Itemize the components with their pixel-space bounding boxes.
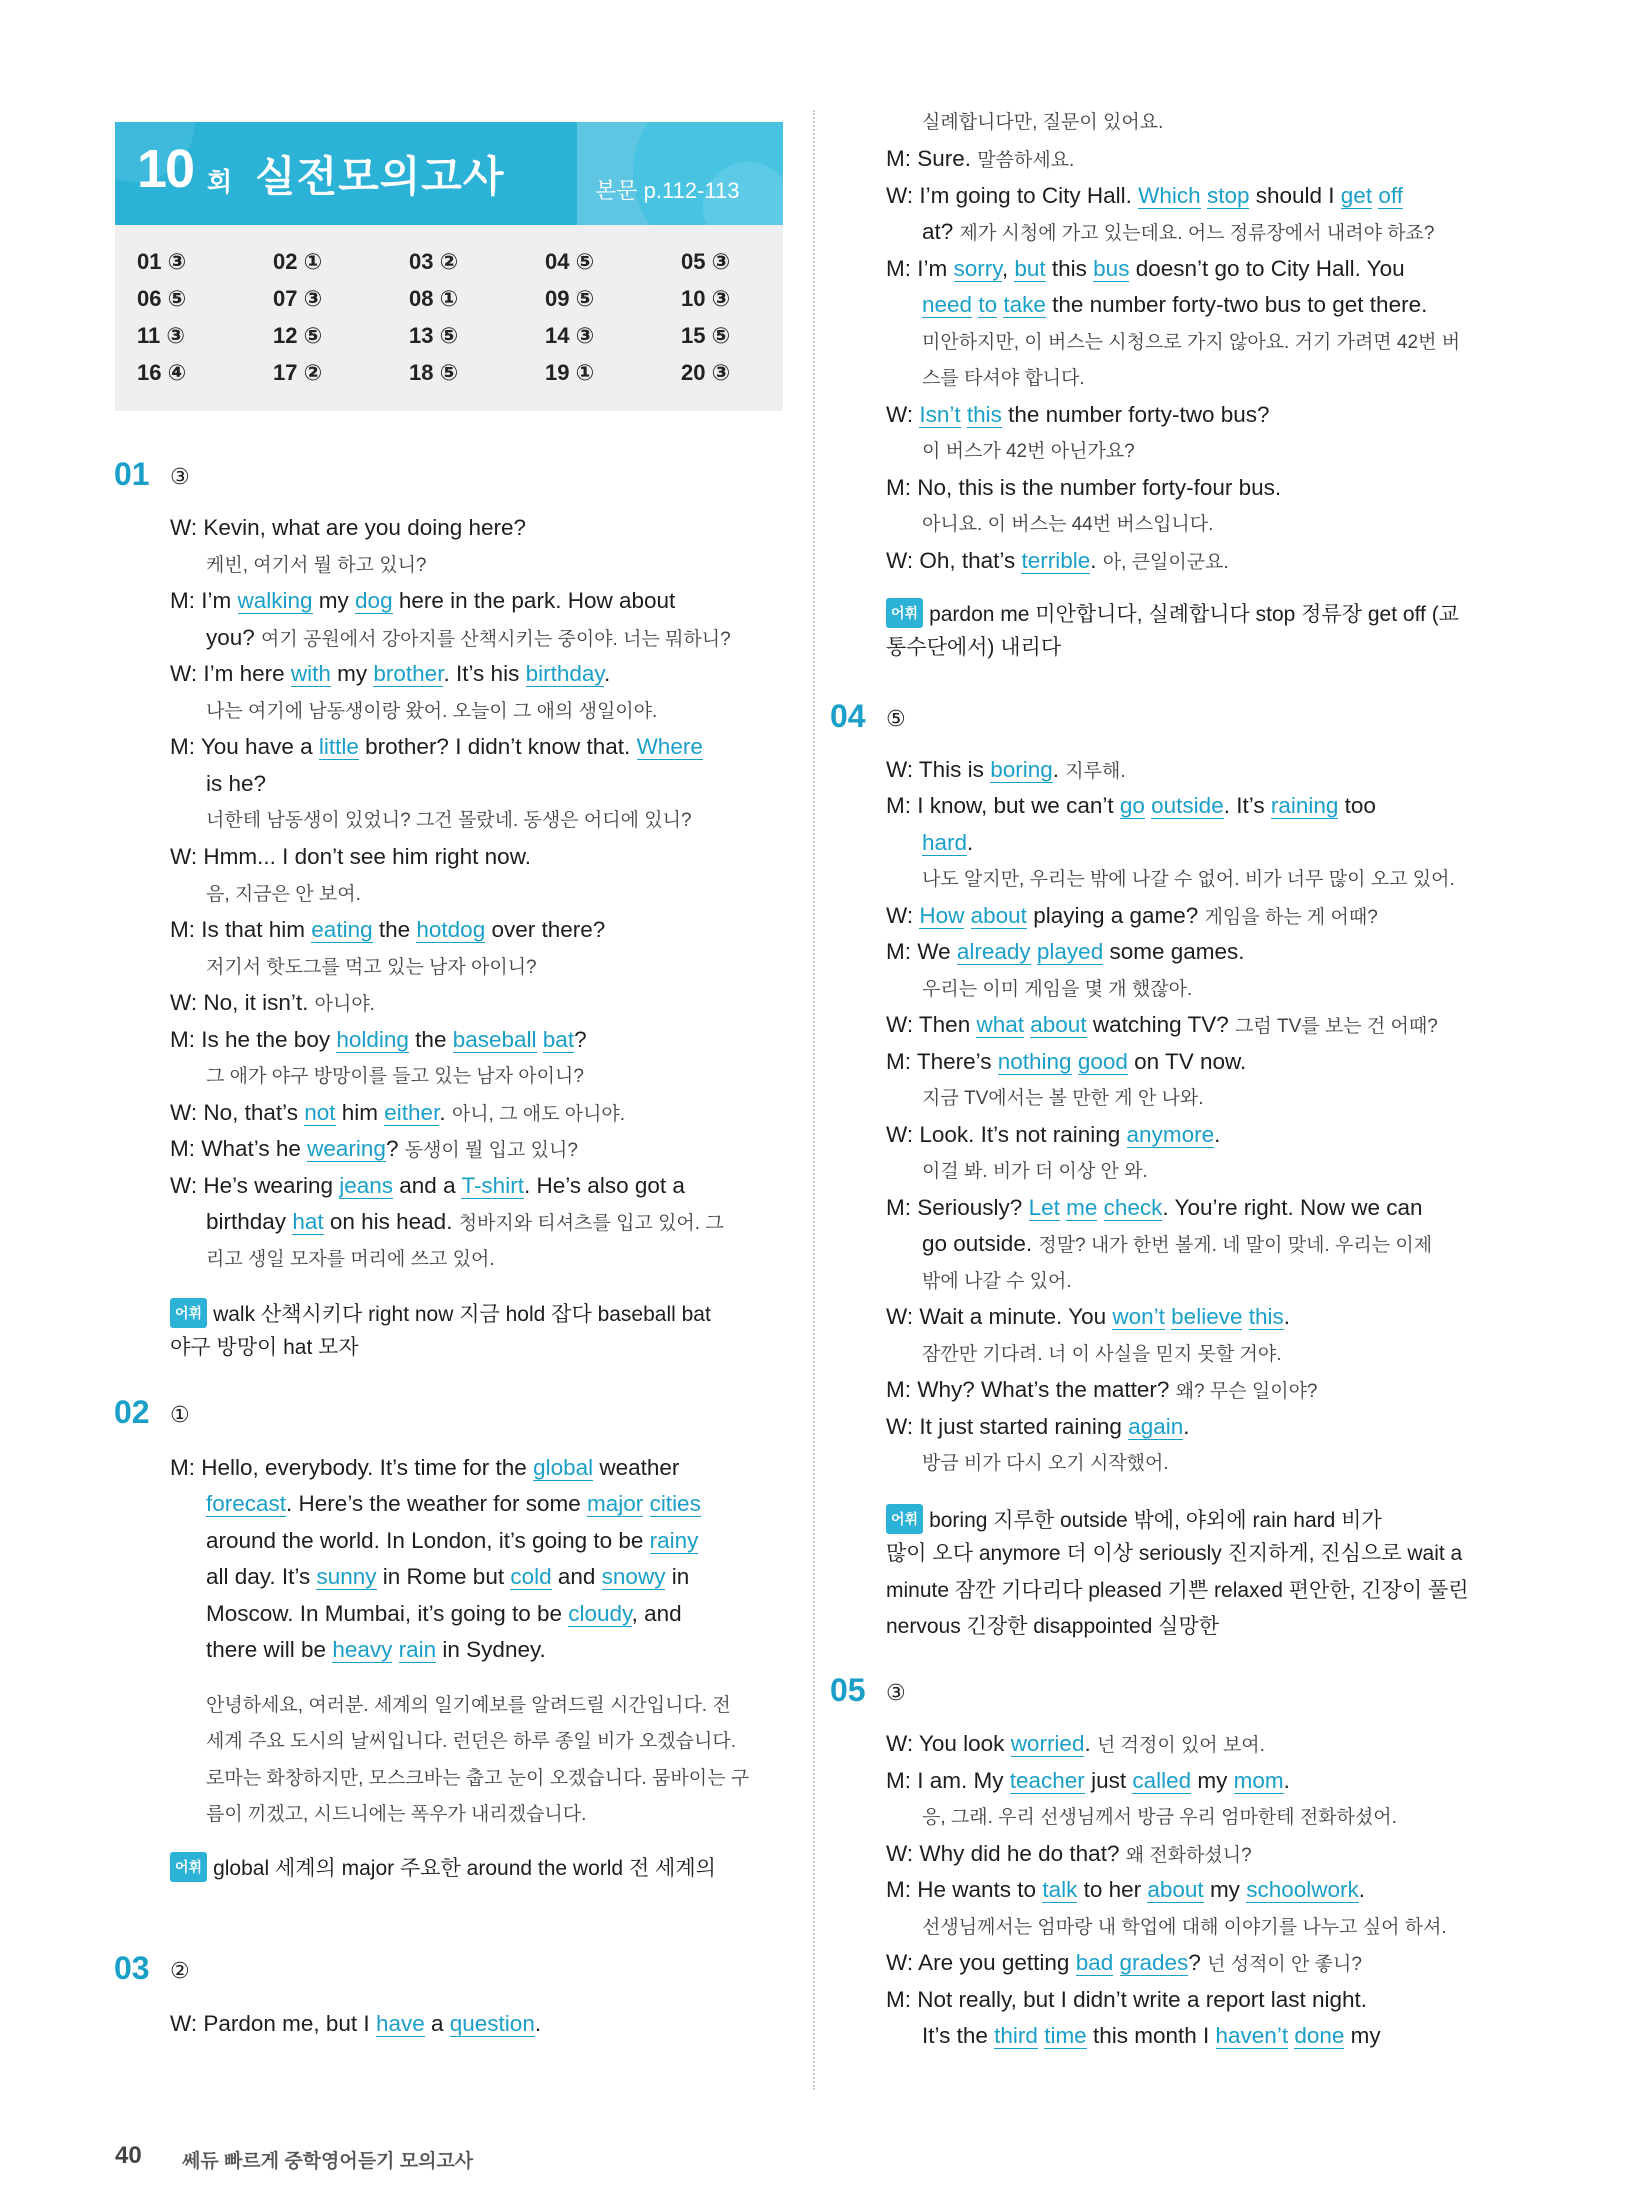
dialogue-line: W: Oh, that’s terrible. 아, 큰일이군요. xyxy=(886,548,1229,573)
dialogue-line: W: I’m going to City Hall. Which stop should I get off xyxy=(886,183,1403,208)
dialogue-line: M: No, this is the number forty-four bus. xyxy=(886,475,1282,500)
vocabulary-note: 많이 오다 anymore 더 이상 seriously 진지하게, 진심으로 wait a xyxy=(886,1542,1463,1565)
dialogue-line: is he? xyxy=(206,771,267,796)
question-number: 02 xyxy=(114,1394,150,1430)
vocabulary-note: 통수단에서) 내리다 xyxy=(886,636,1062,659)
dialogue-line: around the world. In London, it’s going to be rainy xyxy=(206,1528,699,1553)
answer-key-item: 14 ③ xyxy=(545,323,595,348)
translation-line: 방금 비가 다시 오기 시작했어. xyxy=(922,1453,1169,1474)
test-title: 실전모의고사 xyxy=(255,153,505,200)
translation-line: 나는 여기에 남동생이랑 왔어. 오늘이 그 애의 생일이야. xyxy=(206,701,658,722)
dialogue-line: hard. xyxy=(922,830,974,855)
dialogue-line: M: I’m walking my dog here in the park. How about xyxy=(170,588,676,613)
vocabulary-note: 야구 방망이 hat 모자 xyxy=(170,1336,359,1359)
question-number: 04 xyxy=(830,698,866,734)
translation-line: 이걸 봐. 비가 더 이상 안 와. xyxy=(922,1161,1148,1182)
dialogue-line: there will be heavy rain in Sydney. xyxy=(206,1637,546,1662)
answer-key-item: 06 ⑤ xyxy=(137,286,187,311)
answer-key-item: 12 ⑤ xyxy=(273,323,323,348)
page-number: 40 xyxy=(115,2142,142,2169)
vocab-tag: 어휘 xyxy=(170,1298,207,1328)
test-number-suffix: 회 xyxy=(207,167,233,197)
dialogue-line: all day. It’s sunny in Rome but cold and snowy in xyxy=(206,1564,690,1589)
question-answer: ③ xyxy=(886,1680,906,1705)
dialogue-line: M: Hello, everybody. It’s time for the global weather xyxy=(170,1455,680,1480)
question-number: 05 xyxy=(830,1672,866,1708)
answer-key-item: 13 ⑤ xyxy=(409,323,459,348)
page-reference: 본문 p.112-113 xyxy=(595,178,740,203)
dialogue-line: W: No, it isn’t. 아니야. xyxy=(170,990,375,1015)
translation-line: 음, 지금은 안 보여. xyxy=(206,884,361,905)
translation-line: 그 애가 야구 방망이를 들고 있는 남자 아이니? xyxy=(206,1066,584,1087)
dialogue-line: W: Why did he do that? 왜 전화하셨니? xyxy=(886,1841,1252,1866)
answer-key-item: 18 ⑤ xyxy=(409,360,459,385)
translation-line: 응, 그래. 우리 선생님께서 방금 우리 엄마한테 전화하셨어. xyxy=(922,1807,1397,1828)
answer-key-item: 07 ③ xyxy=(273,286,323,311)
dialogue-line: W: It just started raining again. xyxy=(886,1414,1190,1439)
dialogue-line: W: He’s wearing jeans and a T-shirt. He’s also got a xyxy=(170,1173,685,1198)
translation-line: 안녕하세요, 여러분. 세계의 일기예보를 알려드릴 시간입니다. 전 xyxy=(206,1695,731,1716)
translation-line: 지금 TV에서는 볼 만한 게 안 나와. xyxy=(922,1088,1204,1109)
vocab-tag: 어휘 xyxy=(170,1852,207,1882)
dialogue-line: M: Why? What’s the matter? 왜? 무슨 일이야? xyxy=(886,1377,1318,1402)
translation-line: 스를 타셔야 합니다. xyxy=(922,368,1085,389)
translation-line: 아니요. 이 버스는 44번 버스입니다. xyxy=(922,514,1214,535)
answer-key-grid xyxy=(115,225,783,411)
dialogue-line: W: You look worried. 넌 걱정이 있어 보여. xyxy=(886,1731,1265,1756)
answer-key-item: 01 ③ xyxy=(137,249,187,274)
question-number: 03 xyxy=(114,1950,150,1986)
translation-line: 실례합니다만, 질문이 있어요. xyxy=(922,112,1164,133)
translation-line: 름이 끼겠고, 시드니에는 폭우가 내리겠습니다. xyxy=(206,1804,587,1825)
translation-line: 나도 알지만, 우리는 밖에 나갈 수 없어. 비가 너무 많이 오고 있어. xyxy=(922,869,1455,890)
dialogue-line: W: Hmm... I don’t see him right now. xyxy=(170,844,531,869)
test-number: 10 xyxy=(137,139,194,199)
dialogue-line: W: How about playing a game? 게임을 하는 게 어때? xyxy=(886,903,1378,928)
dialogue-line: M: Not really, but I didn’t write a report last night. xyxy=(886,1987,1368,2012)
answer-key-item: 08 ① xyxy=(409,286,459,311)
answer-key-item: 16 ④ xyxy=(137,360,187,385)
answer-key-item: 20 ③ xyxy=(681,360,731,385)
test-header xyxy=(115,122,783,225)
vocabulary-note: minute 잠깐 기다리다 pleased 기쁜 relaxed 편안한, 긴장이 풀린 xyxy=(886,1579,1469,1602)
dialogue-line: M: I know, but we can’t go outside. It’s raining too xyxy=(886,793,1376,818)
dialogue-line: M: Sure. 말씀하세요. xyxy=(886,146,1075,171)
dialogue-line: M: We already played some games. xyxy=(886,939,1245,964)
dialogue-line: Moscow. In Mumbai, it’s going to be cloudy, and xyxy=(206,1601,682,1626)
answer-key-item: 19 ① xyxy=(545,360,595,385)
answer-key-item: 04 ⑤ xyxy=(545,249,595,274)
translation-line: 이 버스가 42번 아닌가요? xyxy=(922,441,1135,462)
dialogue-line: go outside. 정말? 내가 한번 볼게. 네 말이 맞네. 우리는 이제 xyxy=(922,1231,1433,1256)
dialogue-line: birthday hat on his head. 청바지와 티셔츠를 입고 있어. 그 xyxy=(206,1209,724,1234)
dialogue-line: forecast. Here’s the weather for some major cities xyxy=(206,1491,701,1516)
dialogue-line: M: He wants to talk to her about my schoolwork. xyxy=(886,1877,1365,1902)
answer-key-item: 05 ③ xyxy=(681,249,731,274)
translation-line: 우리는 이미 게임을 몇 개 했잖아. xyxy=(922,979,1193,1000)
translation-line: 선생님께서는 엄마랑 내 학업에 대해 이야기를 나누고 싶어 하셔. xyxy=(922,1917,1447,1938)
dialogue-line: W: Isn’t this the number forty-two bus? xyxy=(886,402,1270,427)
dialogue-line: W: I’m here with my brother. It’s his birthday. xyxy=(170,661,611,686)
dialogue-line: It’s the third time this month I haven’t done my xyxy=(922,2023,1381,2048)
vocabulary-note: 어휘 global 세계의 major 주요한 around the world 전 세계의 xyxy=(170,1852,716,1883)
dialogue-line: you? 여기 공원에서 강아지를 산책시키는 중이야. 너는 뭐하니? xyxy=(206,625,731,650)
dialogue-line: M: Is that him eating the hotdog over there? xyxy=(170,917,606,942)
translation-line: 리고 생일 모자를 머리에 쓰고 있어. xyxy=(206,1249,495,1270)
dialogue-line: W: Kevin, what are you doing here? xyxy=(170,515,527,540)
answer-key-item: 03 ② xyxy=(409,249,459,274)
question-answer: ⑤ xyxy=(886,706,906,731)
dialogue-line: W: Are you getting bad grades? 넌 성적이 안 좋니? xyxy=(886,1950,1362,1975)
translation-line: 잠깐만 기다려. 너 이 사실을 믿지 못할 거야. xyxy=(922,1344,1282,1365)
dialogue-line: need to take the number forty-two bus to get there. xyxy=(922,292,1428,317)
dialogue-line: W: This is boring. 지루해. xyxy=(886,757,1126,782)
translation-line: 케빈, 여기서 뭘 하고 있니? xyxy=(206,555,427,576)
book-title: 쎄듀 빠르게 중학영어듣기 모의고사 xyxy=(182,2151,474,2172)
vocab-tag: 어휘 xyxy=(886,598,923,628)
vocabulary-note: 어휘 pardon me 미안합니다, 실례합니다 stop 정류장 get off (교 xyxy=(886,598,1459,629)
dialogue-line: W: No, that’s not him either. 아니, 그 애도 아니야. xyxy=(170,1100,626,1125)
answer-key-item: 02 ① xyxy=(273,249,323,274)
question-answer: ① xyxy=(170,1402,190,1427)
dialogue-line: M: What’s he wearing? 동생이 뭘 입고 있니? xyxy=(170,1136,578,1161)
question-number: 01 xyxy=(114,456,150,492)
dialogue-line: W: Look. It’s not raining anymore. xyxy=(886,1122,1221,1147)
vocabulary-note: 어휘 boring 지루한 outside 밖에, 야외에 rain hard 비가 xyxy=(886,1504,1382,1535)
answer-key-item: 17 ② xyxy=(273,360,323,385)
answer-key-item: 11 ③ xyxy=(137,323,185,348)
dialogue-line: W: Wait a minute. You won’t believe this. xyxy=(886,1304,1291,1329)
translation-line: 너한테 남동생이 있었니? 그건 몰랐네. 동생은 어디에 있니? xyxy=(206,810,692,831)
translation-line: 세계 주요 도시의 날씨입니다. 런던은 하루 종일 비가 오겠습니다. xyxy=(206,1731,736,1752)
answer-key-item: 10 ③ xyxy=(681,286,731,311)
dialogue-line: W: Then what about watching TV? 그럼 TV를 보는 건 어때? xyxy=(886,1012,1438,1037)
dialogue-line: M: I am. My teacher just called my mom. xyxy=(886,1768,1290,1793)
answer-key-item: 15 ⑤ xyxy=(681,323,731,348)
translation-line: 밖에 나갈 수 있어. xyxy=(922,1271,1072,1292)
translation-line: 저기서 핫도그를 먹고 있는 남자 아이니? xyxy=(206,957,537,978)
column-divider xyxy=(813,110,815,2090)
dialogue-line: W: Pardon me, but I have a question. xyxy=(170,2011,542,2036)
dialogue-line: M: There’s nothing good on TV now. xyxy=(886,1049,1247,1074)
dialogue-line: M: Is he the boy holding the baseball bat? xyxy=(170,1027,587,1052)
dialogue-line: M: Seriously? Let me check. You’re right. Now we can xyxy=(886,1195,1423,1220)
question-answer: ② xyxy=(170,1958,190,1983)
vocabulary-note: 어휘 walk 산책시키다 right now 지금 hold 잡다 baseball bat xyxy=(170,1298,711,1329)
dialogue-line: M: You have a little brother? I didn’t know that. Where xyxy=(170,734,703,759)
translation-line: 미안하지만, 이 버스는 시청으로 가지 않아요. 거기 가려면 42번 버 xyxy=(922,332,1461,353)
vocab-tag: 어휘 xyxy=(886,1504,923,1534)
dialogue-line: M: I’m sorry, but this bus doesn’t go to City Hall. You xyxy=(886,256,1405,281)
vocabulary-note: nervous 긴장한 disappointed 실망한 xyxy=(886,1615,1220,1638)
translation-line: 로마는 화창하지만, 모스크바는 춥고 눈이 오겠습니다. 뭄바이는 구 xyxy=(206,1768,750,1789)
answer-key-item: 09 ⑤ xyxy=(545,286,595,311)
dialogue-line: at? 제가 시청에 가고 있는데요. 어느 정류장에서 내려야 하죠? xyxy=(922,219,1435,244)
question-answer: ③ xyxy=(170,464,190,489)
